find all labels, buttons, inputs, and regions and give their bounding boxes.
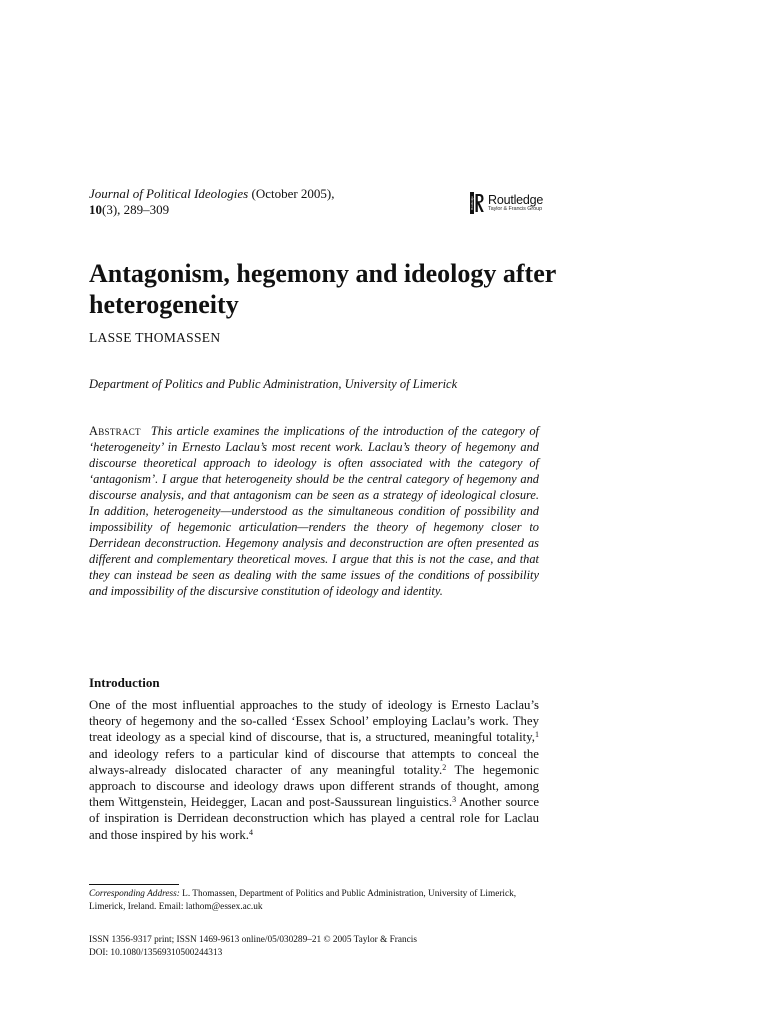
abstract-label: Abstract (89, 424, 141, 438)
publisher-name: Routledge (488, 192, 544, 207)
journal-issue-pages: (3), 289–309 (102, 202, 170, 217)
footnote-text: L. Thomassen, Department of Politics and Public Administration, University of Limerick, Limerick, Ireland. Email: lathom@essex.ac.uk (89, 889, 517, 912)
paragraph-segment: Another source of inspiration is Derridean deconstruction which has played a central role for Laclau and those inspired by his work. (89, 795, 539, 842)
journal-volume: 10 (89, 202, 102, 217)
paragraph-segment: and ideology refers to a particular kind of discourse that attempts to conceal the always-already dislocated character of any meaningful totality. (89, 746, 539, 777)
footnote-marker[interactable]: 3 (452, 795, 457, 805)
abstract-text: This article examines the implications of the introduction of the category of ‘heterogeneity’ in Ernesto Laclau’s most recent work. Laclau’s theory of hegemony and discourse theoretical approach to ideology is often associated with the category of ‘antagonism’. I argue that heterogeneity should be the central category of hegemony and discourse analysis, and that antagonism can be seen as a strategy of ideological closure. In addition, heterogeneity—understood as the simultaneous condition of possibility and impossibility of hegemonic articulation—renders the theory of hegemony closer to Derridean deconstruction. Hegemony analysis and deconstruction are often presented as different and complementary theoretical moves. I argue that this is not the case, and that they can instead be seen as dealing with the same issues of the conditions of possibility and impossibility of the discursive constitution of ideology and identity. (89, 424, 539, 598)
abstract (89, 423, 539, 599)
doi-line: DOI: 10.1080/13569310500244313 (89, 947, 223, 958)
article-author: LASSE THOMASSEN (89, 330, 221, 345)
routledge-logo-icon (470, 192, 484, 214)
svg-text:Routledge: Routledge (470, 196, 474, 210)
publisher-logo (470, 190, 543, 216)
footnote-marker[interactable]: 2 (442, 762, 447, 772)
author-affiliation: Department of Politics and Public Administration, University of Limerick (89, 377, 458, 391)
article-title: Antagonism, hegemony and ideology after heterogeneity (89, 259, 556, 319)
journal-date: (October 2005), (248, 186, 335, 201)
footnote-divider (89, 884, 179, 885)
journal-name: Journal of Political Ideologies (89, 186, 249, 201)
publisher-subtitle: Taylor & Francis Group (488, 206, 543, 212)
journal-citation (89, 186, 389, 218)
footnote-label: Corresponding Address: (89, 889, 180, 899)
footnote-marker[interactable]: 4 (248, 827, 253, 837)
corresponding-address-footnote (89, 888, 539, 914)
paragraph-segment: The hegemonic approach to discourse and ideology draws upon different strands of thought, among them Wittgenstein, Heidegger, Lacan and post-Saussurean linguistics. (89, 762, 539, 810)
issn-block (89, 934, 539, 959)
publisher-text (488, 194, 543, 213)
introduction-paragraph (89, 697, 539, 843)
paragraph-segment: One of the most influential approaches to the study of ideology is Ernesto Laclau’s theory of hegemony and the so-called ‘Essex School’ employing Laclau’s work. They treat ideology as a special kind of discourse, that is, a structured, meaningful totality, (89, 698, 539, 745)
issn-line: ISSN 1356-9317 print; ISSN 1469-9613 online/05/030289–21 © 2005 Taylor & Francis (89, 935, 418, 945)
section-heading-introduction: Introduction (89, 675, 160, 690)
footnote-marker[interactable]: 1 (535, 730, 539, 740)
